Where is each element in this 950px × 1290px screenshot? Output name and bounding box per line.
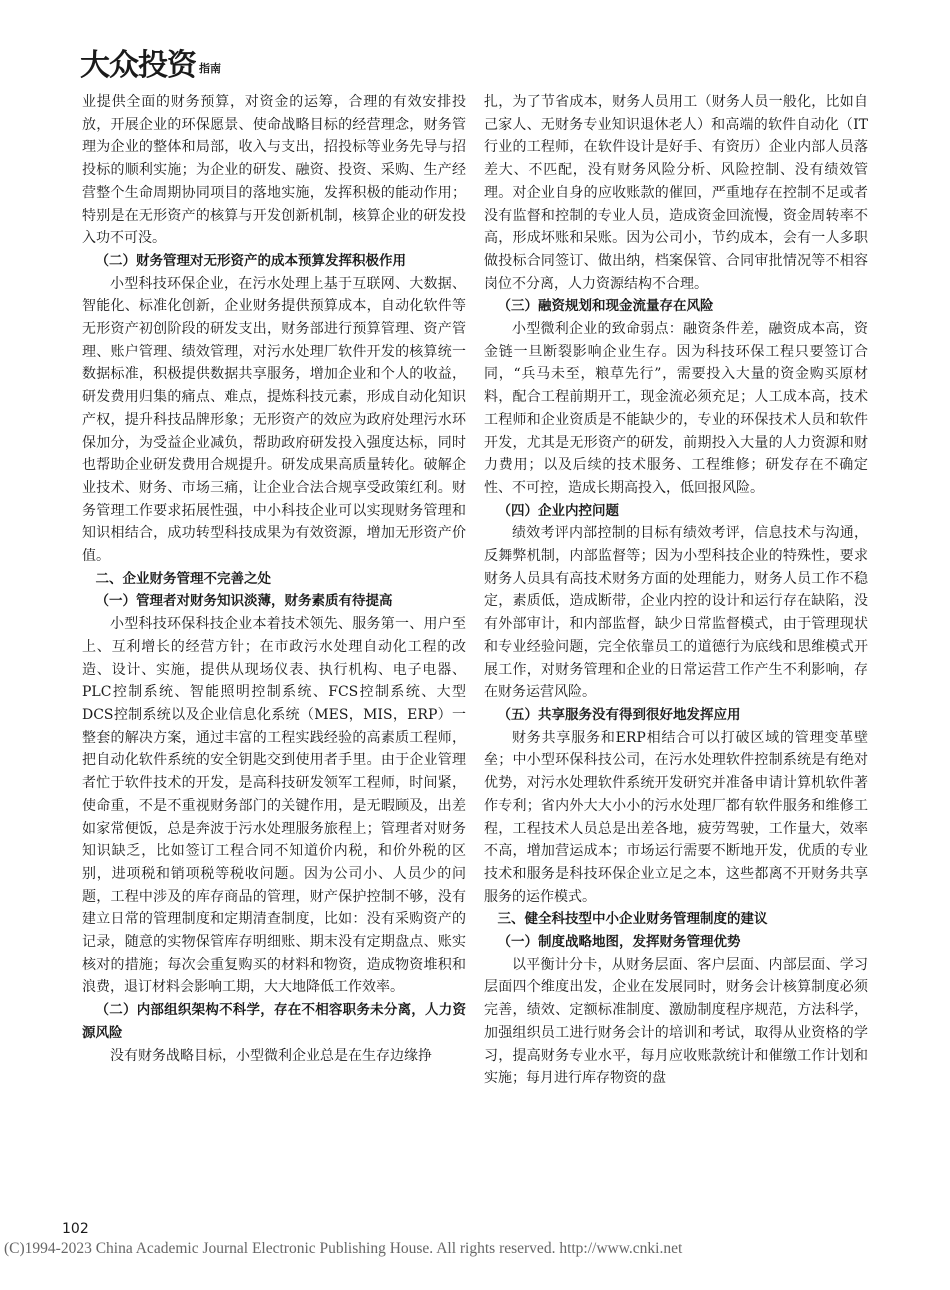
subsection-heading: （四）企业内控问题 — [497, 502, 619, 519]
journal-logo-subtitle: 指南 — [199, 62, 221, 75]
body-paragraph: 绩效考评内部控制的目标有绩效考评，信息技术与沟通，反舞弊机制，内部监督等；因为小型科技企业的特殊性，要求财务人员具有高技术财务方面的处理能力，财务人员工作不稳定，素质低，造成断带，企业内控的设计和运行存在缺陷，没有外部审计，和内部监督，缺少日常监督模式，由于管理现状和专业经验问题，完全依靠员工的道德行为底线和思维模式开展工作，对财务管理和企业的日常运营工作产生不利影响，存在财务运营风险。 — [484, 525, 868, 701]
copyright-notice: (C)1994-2023 China Academic Journal Electronic Publishing House. All rights reserved. http://www.cnki.net — [4, 1240, 683, 1257]
subsection-heading: （二）内部组织架构不科学，存在不相容职务未分离，人力资源风险 — [82, 1002, 466, 1041]
subsection-heading: （三）融资规划和现金流量存在风险 — [497, 298, 714, 315]
body-paragraph: 扎，为了节省成本，财务人员用工（财务人员一般化，比如自己家人、无财务专业知识退休老人）和高端的软件自动化（IT行业的工程师，在软件设计是好手、有资历）企业内部人员落差大、不匹配，没有财务风险分析、风险控制、没有绩效管理。对企业自身的应收账款的催回，严重地存在控制不足或者没有监督和控制的专业人员，造成资金回流慢，资金周转率不高，形成坏账和呆账。因为公司小，节约成本，会有一人多职做投标合同签订、做出纳，档案保管、合同审批情况等不相容岗位不分离，人力资源结构不合理。 — [484, 94, 868, 292]
journal-logo — [80, 44, 221, 84]
left-column — [82, 91, 466, 1067]
right-column — [484, 91, 868, 1090]
journal-logo-title: 大众投资 — [80, 48, 196, 83]
body-paragraph: 业提供全面的财务预算，对资金的运筹，合理的有效安排投放，开展企业的环保愿景、使命战略目标的经营理念，财务管理为企业的整体和局部，收入与支出，招投标等业务先导与招投标的顺利实施；为企业的研发、融资、投资、采购、生产经营整个生命周期协同项目的落地实施，发挥积极的能动作用；特别是在无形资产的核算与开发创新机制，核算企业的研发投入功不可没。 — [82, 94, 466, 247]
subsection-heading: （一）制度战略地图，发挥财务管理优势 — [497, 934, 741, 951]
page-number: 102 — [62, 1221, 89, 1237]
body-paragraph: 没有财务战略目标，小型微利企业总是在生存边缘挣 — [110, 1047, 432, 1064]
section-heading: 三、健全科技型中小企业财务管理制度的建议 — [497, 911, 768, 928]
body-paragraph: 财务共享服务和ERP相结合可以打破区域的管理变革壁垒；中小型环保科技公司，在污水处理软件控制系统是有绝对优势，对污水处理软件系统开发研究并准备申请计算机软件著作专利；省内外大大小小的污水处理厂都有软件服务和维修工程，工程技术人员总是出差各地，疲劳驾驶，工作量大，效率不高，增加营运成本；市场运行需要不断地开发，优质的专业技术和服务是科技环保企业立足之本，这些都离不开财务共享服务的运作模式。 — [484, 729, 868, 905]
body-paragraph: 小型科技环保科技企业本着技术领先、服务第一、用户至上、互利增长的经营方针；在市政污水处理自动化工程的改造、设计、实施，提供从现场仪表、执行机构、电子电器、PLC控制系统、智能照明控制系统、FCS控制系统、大型DCS控制系统以及企业信息化系统（MES，MIS，ERP）一整套的解决方案，通过丰富的工程实践经验的高素质工程师，把自动化软件系统的安全钥匙交到使用者手里。由于企业管理者忙于软件技术的开发，是高科技研发领军工程师，时间紧，使命重，不是不重视财务部门的关键作用，是无暇顾及，出差如家常便饭，总是奔波于污水处理服务旅程上；管理者对财务知识缺乏，比如签订工程合同不知道价内税，和价外税的区别，进项税和销项税等税收问题。因为公司小、人员少的问题，工程中涉及的库存商品的管理，财产保护控制不够，没有建立日常的管理制度和定期清查制度，比如：没有采购资产的记录，随意的实物保管库存明细账、期末没有定期盘点、账实核对的措施；每次会重复购买的材料和物资，造成物资堆积和浪费，退订材料会影响工期，大大地降低工作效率。 — [82, 616, 466, 996]
section-heading: 二、企业财务管理不完善之处 — [95, 570, 271, 587]
body-paragraph: 以平衡计分卡，从财务层面、客户层面、内部层面、学习层面四个维度出发，企业在发展同时，财务会计核算制度必须完善，绩效、定额标准制度、激励制度程序规范，方法科学，加强组织员工进行财务会计的培训和考试，取得从业资格的学习，提高财务专业水平，每月应收账款统计和催缴工作计划和实施；每月进行库存物资的盘 — [484, 956, 868, 1087]
body-paragraph: 小型微利企业的致命弱点：融资条件差，融资成本高，资金链一旦断裂影响企业生存。因为科技环保工程只要签订合同，“兵马未至，粮草先行”，需要投入大量的资金购买原材料，配合工程前期开工，现金流必须充足；人工成本高，技术工程师和企业资质是不能缺少的，专业的环保技术人员和软件开发，尤其是无形资产的研发，前期投入大量的人力资源和财力费用；以及后续的技术服务、工程维修；研发存在不确定性、不可控，造成长期高投入，低回报风险。 — [484, 321, 868, 496]
subsection-heading: （一）管理者对财务知识淡薄，财务素质有待提高 — [95, 593, 393, 610]
subsection-heading: （二）财务管理对无形资产的成本预算发挥积极作用 — [95, 252, 406, 269]
subsection-heading: （五）共享服务没有得到很好地发挥应用 — [497, 706, 741, 723]
body-paragraph: 小型科技环保企业，在污水处理上基于互联网、大数据、智能化、标准化创新，企业财务提供预算成本，自动化软件等无形资产初创阶段的研发支出，财务部进行预算管理、资产管理、账户管理、绩效管理，对污水处理厂软件开发的核算统一数据标准，积极提供数据共享服务，增加企业和个人的收益，研发费用归集的痛点、难点，提炼科技元素，形成自动化知识产权，提升科技品牌形象；无形资产的效应为政府处理污水环保加分，为受益企业减负，帮助政府研发投入强度达标，同时也帮助企业研发费用合规提升。研发成果高质量转化。破解企业技术、财务、市场三痛，让企业合法合规享受政策红利。财务管理工作要求拓展性强，中小科技企业可以实现财务管理和知识相结合，成功转型科技成果为有效资源，增加无形资产价值。 — [82, 275, 466, 565]
